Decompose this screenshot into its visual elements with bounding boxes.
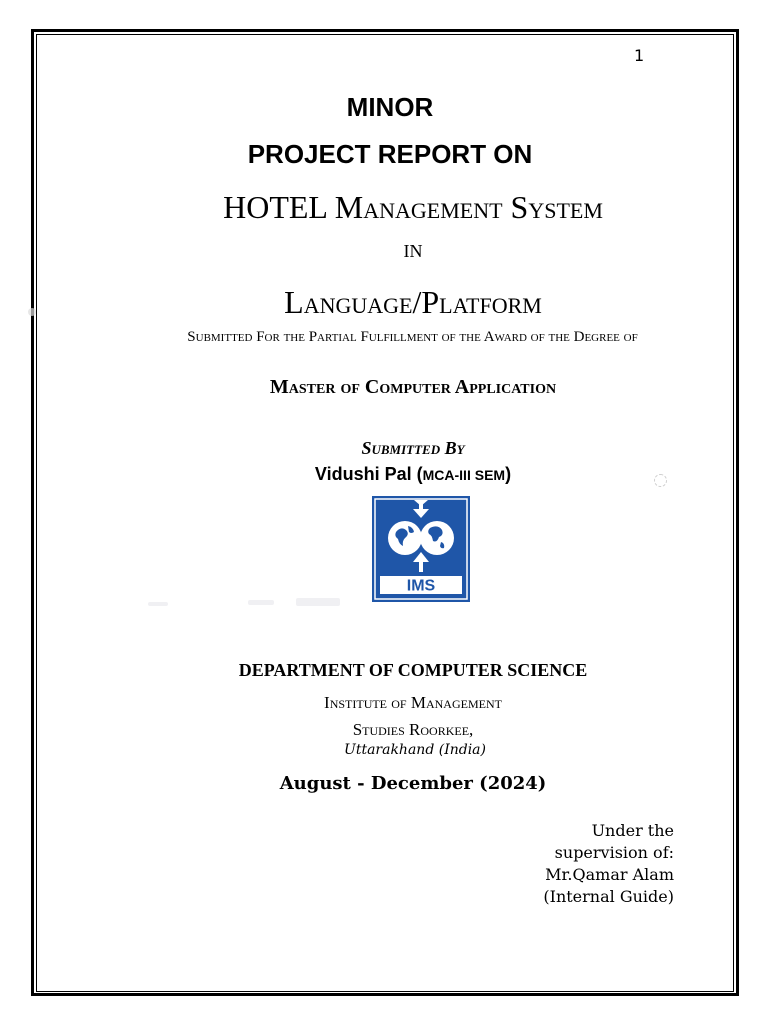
session-dates: August - December (2024) xyxy=(279,773,547,794)
scan-artifact xyxy=(148,602,168,606)
student-close: ) xyxy=(505,464,512,484)
supervisor-role: (Internal Guide) xyxy=(543,887,674,906)
scan-artifact xyxy=(248,600,274,605)
page-number: 1 xyxy=(634,46,645,65)
title-minor: MINOR xyxy=(346,92,434,122)
submitted-by-label: Submitted By xyxy=(361,438,465,458)
supervision-line2: supervision of: xyxy=(554,843,674,862)
institute-state: Uttarakhand (India) xyxy=(344,742,486,758)
scan-artifact xyxy=(654,474,667,487)
scan-artifact xyxy=(28,308,36,316)
supervisor-name: Mr.Qamar Alam xyxy=(545,865,674,884)
title-in: in xyxy=(403,234,423,263)
supervision-block xyxy=(543,820,674,908)
student-info xyxy=(0,464,768,485)
student-name: Vidushi Pal ( xyxy=(314,464,423,484)
project-title: HOTEL Management System xyxy=(223,189,603,225)
supervision-line1: Under the xyxy=(591,821,674,840)
ims-logo xyxy=(372,496,470,602)
language-platform: Language/Platform xyxy=(284,284,542,320)
student-course: MCA-III SEM xyxy=(422,467,506,483)
institute-name xyxy=(0,689,768,743)
title-project-report: PROJECT REPORT ON xyxy=(247,139,533,169)
institute-line2: Studies Roorkee, xyxy=(352,720,474,739)
logo-text: IMS xyxy=(406,577,436,595)
submission-note: Submitted For the Partial Fulfillment of the Award of the Degree of xyxy=(187,329,638,345)
department-name: DEPARTMENT OF COMPUTER SCIENCE xyxy=(238,660,588,680)
institute-line1: Institute of Management xyxy=(324,693,502,712)
degree-name: Master of Computer Application xyxy=(269,376,557,398)
scan-artifact xyxy=(296,598,340,606)
